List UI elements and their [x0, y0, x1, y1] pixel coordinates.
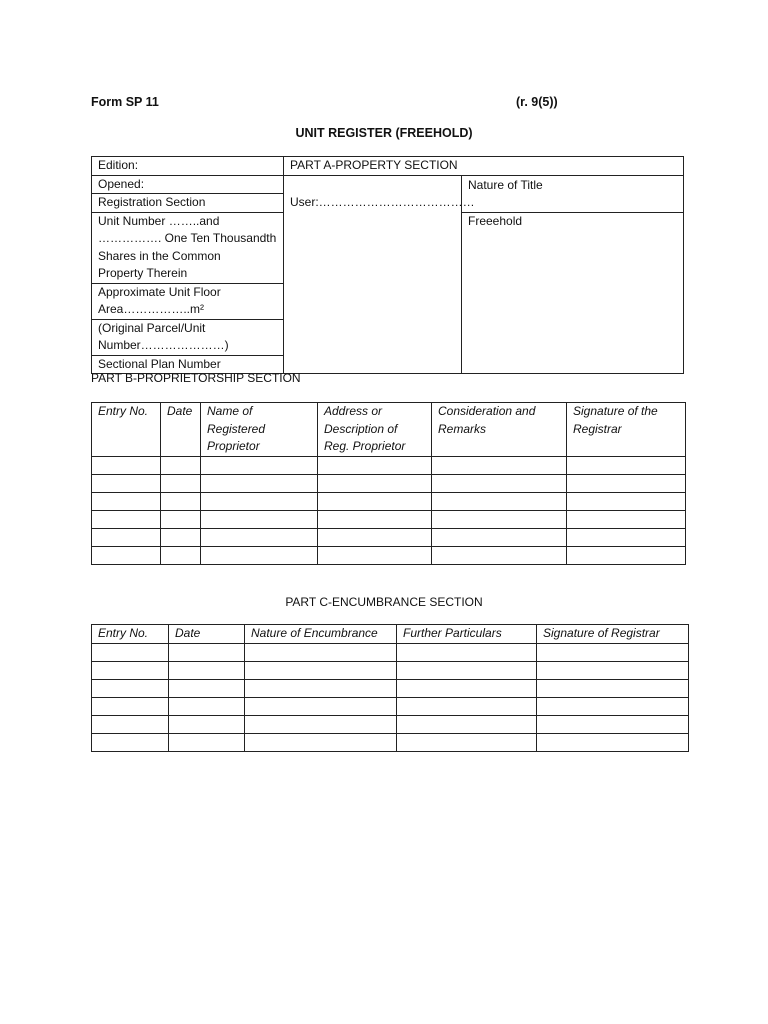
table-row: [92, 456, 686, 474]
unit-number-line: ……………. One Ten Thousandth: [98, 231, 277, 245]
property-section-table: [91, 156, 684, 374]
cell[interactable]: [92, 733, 169, 751]
cell[interactable]: [92, 510, 161, 528]
cell[interactable]: [161, 456, 201, 474]
cell[interactable]: [567, 528, 686, 546]
page-title: UNIT REGISTER (FREEHOLD): [295, 126, 473, 140]
cell[interactable]: [397, 733, 537, 751]
cell[interactable]: [318, 492, 432, 510]
cell[interactable]: [245, 715, 397, 733]
cell[interactable]: [432, 456, 567, 474]
cell[interactable]: [567, 474, 686, 492]
cell[interactable]: [245, 661, 397, 679]
cell[interactable]: [201, 456, 318, 474]
cell[interactable]: [567, 492, 686, 510]
header-line: Remarks: [438, 421, 487, 436]
cell[interactable]: [318, 510, 432, 528]
proprietorship-table: [91, 402, 686, 565]
col-nature-of-encumbrance: Nature of Encumbrance: [245, 625, 397, 644]
header-line: Date: [167, 404, 193, 418]
sectional-plan-cell: Sectional Plan Number: [92, 355, 284, 374]
col-consideration: [432, 403, 567, 457]
header-line: Signature of the: [573, 404, 658, 418]
cell[interactable]: [245, 643, 397, 661]
table-row: [92, 492, 686, 510]
col-signature: [567, 403, 686, 457]
table-row: [92, 528, 686, 546]
cell[interactable]: [318, 456, 432, 474]
cell[interactable]: [432, 492, 567, 510]
cell[interactable]: [537, 733, 689, 751]
table-row: [92, 643, 689, 661]
header-line: Proprietor: [207, 439, 260, 453]
form-number: Form SP 11: [91, 95, 159, 109]
cell[interactable]: [432, 546, 567, 564]
property-section-title: PART A-PROPERTY SECTION: [284, 157, 684, 176]
floor-area-cell: [92, 283, 284, 319]
cell[interactable]: [567, 456, 686, 474]
table-row: [92, 474, 686, 492]
cell[interactable]: [201, 528, 318, 546]
table-row: [92, 697, 689, 715]
encumbrance-table: [91, 624, 689, 752]
table-row: [92, 715, 689, 733]
header-line: Reg. Proprietor: [324, 439, 406, 453]
cell[interactable]: [537, 697, 689, 715]
cell[interactable]: [161, 528, 201, 546]
col-name-of-proprietor: [201, 403, 318, 457]
cell[interactable]: [92, 661, 169, 679]
header-line: Address or: [324, 404, 383, 418]
cell[interactable]: [318, 474, 432, 492]
cell[interactable]: [397, 643, 537, 661]
unit-number-cell: [92, 212, 284, 283]
cell[interactable]: [567, 510, 686, 528]
cell[interactable]: [201, 510, 318, 528]
col-further-particulars: Further Particulars: [397, 625, 537, 644]
cell[interactable]: [318, 528, 432, 546]
cell[interactable]: [537, 715, 689, 733]
col-address: [318, 403, 432, 457]
cell[interactable]: [245, 679, 397, 697]
cell[interactable]: [169, 661, 245, 679]
unit-number-line: Shares in the Common: [98, 248, 221, 263]
cell[interactable]: [201, 546, 318, 564]
header-line: Consideration and: [438, 404, 536, 418]
cell[interactable]: [161, 492, 201, 510]
cell[interactable]: [169, 643, 245, 661]
header-line: Registered: [207, 421, 266, 436]
proprietorship-section-title: PART B-PROPRIETORSHIP SECTION: [91, 371, 301, 385]
table-row: [92, 546, 686, 564]
cell[interactable]: [201, 492, 318, 510]
floor-area-line: Area……………..m²: [98, 302, 205, 316]
cell[interactable]: [537, 661, 689, 679]
cell[interactable]: [397, 661, 537, 679]
cell[interactable]: [318, 546, 432, 564]
cell[interactable]: [201, 474, 318, 492]
header-line: Entry No.: [98, 404, 149, 418]
cell[interactable]: [537, 679, 689, 697]
cell[interactable]: [169, 679, 245, 697]
unit-number-line: Property Therein: [98, 266, 188, 280]
col-signature-of-registrar: Signature of Registrar: [537, 625, 689, 644]
cell[interactable]: [432, 528, 567, 546]
cell[interactable]: [169, 715, 245, 733]
cell[interactable]: [567, 546, 686, 564]
col-entry-no: [92, 403, 161, 457]
cell[interactable]: [397, 715, 537, 733]
cell[interactable]: [92, 715, 169, 733]
nature-of-title-value: Freeehold: [462, 212, 684, 374]
cell[interactable]: [161, 546, 201, 564]
header-line: Name of: [207, 404, 253, 418]
col-date: [161, 403, 201, 457]
cell[interactable]: [432, 510, 567, 528]
nature-of-title-label: Nature of Title: [462, 175, 684, 212]
edition-cell: Edition:: [92, 157, 284, 176]
user-cell: User:…………………………………: [284, 175, 462, 374]
cell[interactable]: [537, 643, 689, 661]
cell[interactable]: [169, 733, 245, 751]
unit-number-line: Unit Number ……..and: [98, 213, 220, 228]
cell[interactable]: [92, 697, 169, 715]
header-line: Description of: [324, 421, 398, 436]
table-row: [92, 733, 689, 751]
table-row: [92, 510, 686, 528]
cell[interactable]: [245, 697, 397, 715]
original-parcel-line: Number…………………): [98, 338, 229, 352]
registration-section-cell: Registration Section: [92, 194, 284, 213]
cell[interactable]: [92, 546, 161, 564]
rule-reference: (r. 9(5)): [516, 95, 558, 109]
cell[interactable]: [92, 456, 161, 474]
opened-cell: Opened:: [92, 175, 284, 194]
cell[interactable]: [92, 528, 161, 546]
col-date: Date: [169, 625, 245, 644]
cell[interactable]: [397, 679, 537, 697]
header-line: Registrar: [573, 421, 622, 436]
cell[interactable]: [92, 492, 161, 510]
original-parcel-line: (Original Parcel/Unit: [98, 320, 206, 335]
cell[interactable]: [92, 643, 169, 661]
cell[interactable]: [397, 697, 537, 715]
cell[interactable]: [161, 474, 201, 492]
original-parcel-cell: [92, 319, 284, 355]
cell[interactable]: [169, 697, 245, 715]
cell[interactable]: [161, 510, 201, 528]
table-row: [92, 661, 689, 679]
floor-area-line: Approximate Unit Floor: [98, 284, 221, 299]
table-row: [92, 679, 689, 697]
cell[interactable]: [92, 474, 161, 492]
cell[interactable]: [245, 733, 397, 751]
cell[interactable]: [432, 474, 567, 492]
cell[interactable]: [92, 679, 169, 697]
encumbrance-section-title: PART C-ENCUMBRANCE SECTION: [285, 595, 483, 609]
col-entry-no: Entry No.: [92, 625, 169, 644]
